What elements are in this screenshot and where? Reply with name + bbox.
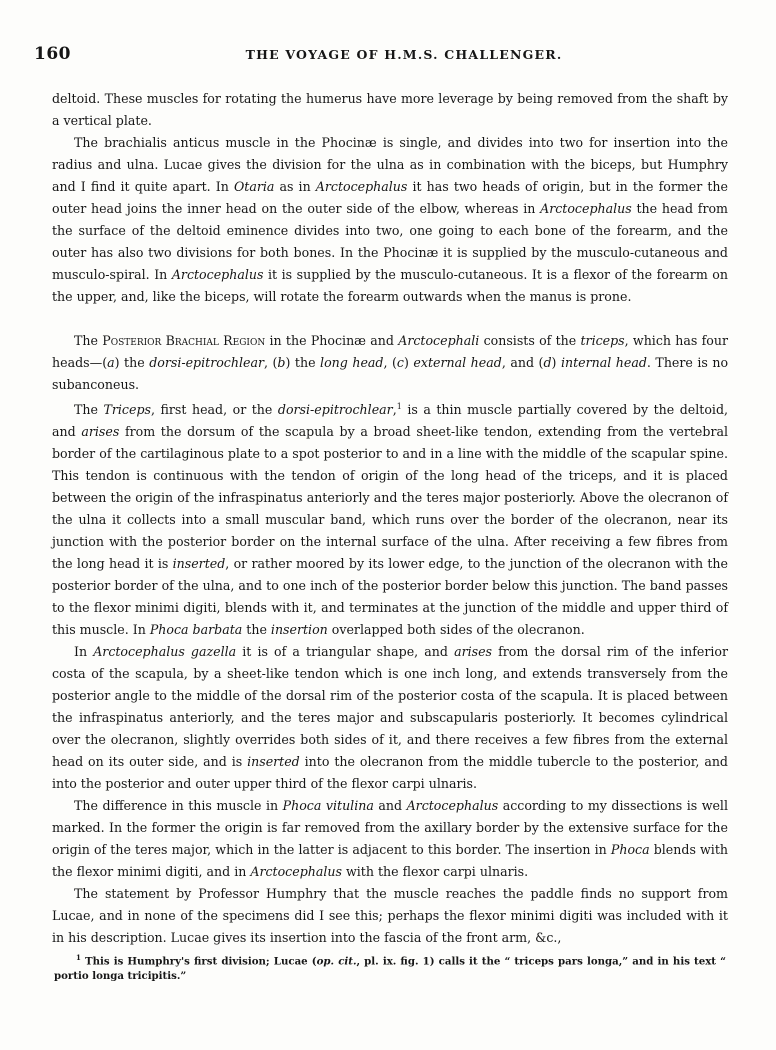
paragraph-6: [52, 795, 728, 883]
text-span: blends with the flexor minimi digiti, and in: [52, 842, 728, 880]
italic-term: Phoca vitulina: [282, 798, 374, 814]
italic-term: arises: [454, 644, 492, 660]
italic-term: long head: [320, 355, 384, 370]
page-header: [34, 44, 734, 68]
running-title: THE VOYAGE OF H.M.S. CHALLENGER.: [245, 47, 563, 62]
italic-term: Arctocephalus: [171, 267, 264, 282]
italic-term: Arctocephalus: [250, 864, 342, 880]
text-span: , pl. ix. fig. 1) calls it the “ triceps pars longa,” and in his text “ portio longa tricipitis.”: [54, 955, 726, 983]
italic-term: Phoca: [610, 842, 650, 858]
text-span: consists of the: [479, 333, 581, 348]
text-span: overlapped both sides of the olecranon.: [327, 622, 585, 638]
italic-term: a: [107, 355, 115, 370]
italic-term: Arctocephalus: [406, 798, 499, 814]
italic-term: Arctocephalus: [540, 201, 632, 216]
text-span: from the dorsum of the scapula by a broad sheet-like tendon, extending from the vertebral border of the cartilaginous plate to a spot posterior to and in a line with the middle of the scapular spine. This tendon is continuous with the tendon of origin of the long head of the triceps, and it is placed between the origin of the infraspinatus anteriorly and the teres major posteriorly. Above the olecranon of the ulna it collects into a small muscular band, which runs over the border of the olecranon, near its junction with the posterior border on the internal surface of the ulna. After receiving a few fibres from the long head it is: [52, 424, 728, 572]
text-span: In: [74, 644, 94, 660]
text-span: , or rather moored by its lower edge, to the junction of the olecranon with the posterior border of the ulna, and to one inch of the posterior border below this junction. The band passes to the flexor minimi digiti, blends with it, and terminates at the junction of the middle and upper third of this muscle. In: [52, 556, 728, 638]
text-span: The brachialis anticus muscle in the Phocinæ is single, and divides into two for insertion into the radius and ulna. Lucae gives the division for the ulna as in combination with the biceps, but Humphry and I find it quite apart. In: [52, 135, 728, 194]
italic-term: inserted: [172, 556, 226, 572]
text-span: ,: [392, 402, 397, 418]
footnote-reference: 1: [396, 402, 402, 411]
italic-term: op. cit.: [316, 955, 357, 968]
italic-term: inserted: [247, 754, 300, 770]
italic-term: b: [277, 355, 286, 370]
paragraph-4: [52, 396, 728, 641]
footnotes: [54, 950, 726, 984]
paragraph-1: [52, 88, 728, 132]
text-span: The statement by Professor Humphry that the muscle reaches the paddle finds no support from Lucae, and in none of the specimens did I see this; perhaps the flexor minimi digiti was included with it in his description. Lucae gives its insertion into the fascia of the front arm, &c.,: [52, 886, 728, 946]
text-span: , (: [383, 355, 397, 370]
italic-term: Triceps: [103, 402, 151, 418]
text-span: deltoid. These muscles for rotating the humerus have more leverage by being removed from the shaft by a vertical plate.: [52, 91, 728, 128]
italic-term: triceps: [580, 333, 625, 348]
text-span: ): [403, 355, 414, 370]
text-span: according to my dissections is well marked. In the former the origin is far removed from the axillary border by the extensive surface for the origin of the teres major, which in the latter is adjacent to this border. The insertion in: [52, 798, 728, 858]
text-span: The difference in this muscle in: [74, 798, 283, 814]
paragraph-5: [52, 641, 728, 795]
paragraph-7: [52, 883, 728, 949]
italic-term: internal head: [560, 355, 647, 370]
text-span: from the dorsal rim of the inferior costa of the scapula, by a sheet-like tendon which is one inch long, and extends transversely from the posterior angle to the middle of the dorsal rim of the posterior costa of the scapula. It is placed between the infraspinatus anteriorly, and the teres major and subscapularis posteriorly. It becomes cylindrical over the olecranon, slightly overrides both sides of it, and there receives a few fibres from the external head on its outer side, and is: [52, 644, 728, 770]
paragraph-3: [52, 330, 728, 396]
italic-term: c: [396, 355, 404, 370]
text-span: into the olecranon from the middle tubercle to the posterior, and into the posterior and outer upper third of the flexor carpi ulnaris.: [52, 754, 728, 792]
text-span: in the Phocinæ and: [265, 333, 399, 348]
italic-term: d: [543, 355, 552, 370]
text-span: the head from the surface of the deltoid eminence divides into two, one going to each bone of the forearm, and the outer has also two divisions for both bones. In the Phocinæ it is supplied by the musculo-cutaneous and musculo-spiral. In: [52, 201, 728, 282]
text-span: it has two heads of origin, but in the former the outer head joins the inner head on the outer side of the elbow, whereas in: [52, 179, 728, 216]
italic-term: dorsi-epitrochlear: [149, 355, 264, 370]
text-span: , which has four heads—(: [52, 333, 729, 370]
italic-term: arises: [81, 424, 120, 440]
section-heading: Posterior Brachial Region: [102, 333, 266, 348]
text-span: it is supplied by the musculo-cutaneous. It is a flexor of the forearm on the upper, and, like the biceps, will rotate the forearm outwards when the manus is prone.: [52, 267, 728, 304]
italic-term: Otaria: [233, 179, 275, 194]
text-span: The: [74, 402, 104, 418]
italic-term: Arctocephali: [398, 333, 480, 348]
text-span: it is of a triangular shape, and: [236, 644, 455, 660]
italic-term: insertion: [270, 622, 328, 638]
italic-term: Arctocephalus gazella: [93, 644, 237, 660]
text-span: ) the: [285, 355, 321, 370]
text-span: , first head, or the: [150, 402, 278, 418]
page-number: 160: [34, 44, 71, 64]
text-span: is a thin muscle partially covered by the deltoid, and: [52, 402, 729, 440]
text-span: ): [551, 355, 561, 370]
italic-term: Phoca barbata: [149, 622, 243, 638]
italic-term: dorsi-epitrochlear: [277, 402, 393, 418]
text-span: , and (: [501, 355, 544, 370]
text-span: This is Humphry's first division; Lucae (: [80, 955, 317, 968]
text-span: ) the: [114, 355, 150, 370]
footnote-number: 1: [76, 953, 81, 962]
text-span: The: [74, 333, 103, 348]
text-span: . There is no subanconeus.: [52, 355, 729, 392]
paragraph-2: [52, 132, 728, 308]
italic-term: Arctocephalus: [315, 179, 408, 194]
italic-term: external head: [413, 355, 502, 370]
text-span: the: [242, 622, 271, 638]
footnote-1: [54, 950, 726, 984]
text-span: as in: [274, 179, 316, 194]
text-span: and: [373, 798, 407, 814]
text-span: , (: [263, 355, 278, 370]
text-span: with the flexor carpi ulnaris.: [341, 864, 529, 880]
body-text: [52, 88, 728, 949]
